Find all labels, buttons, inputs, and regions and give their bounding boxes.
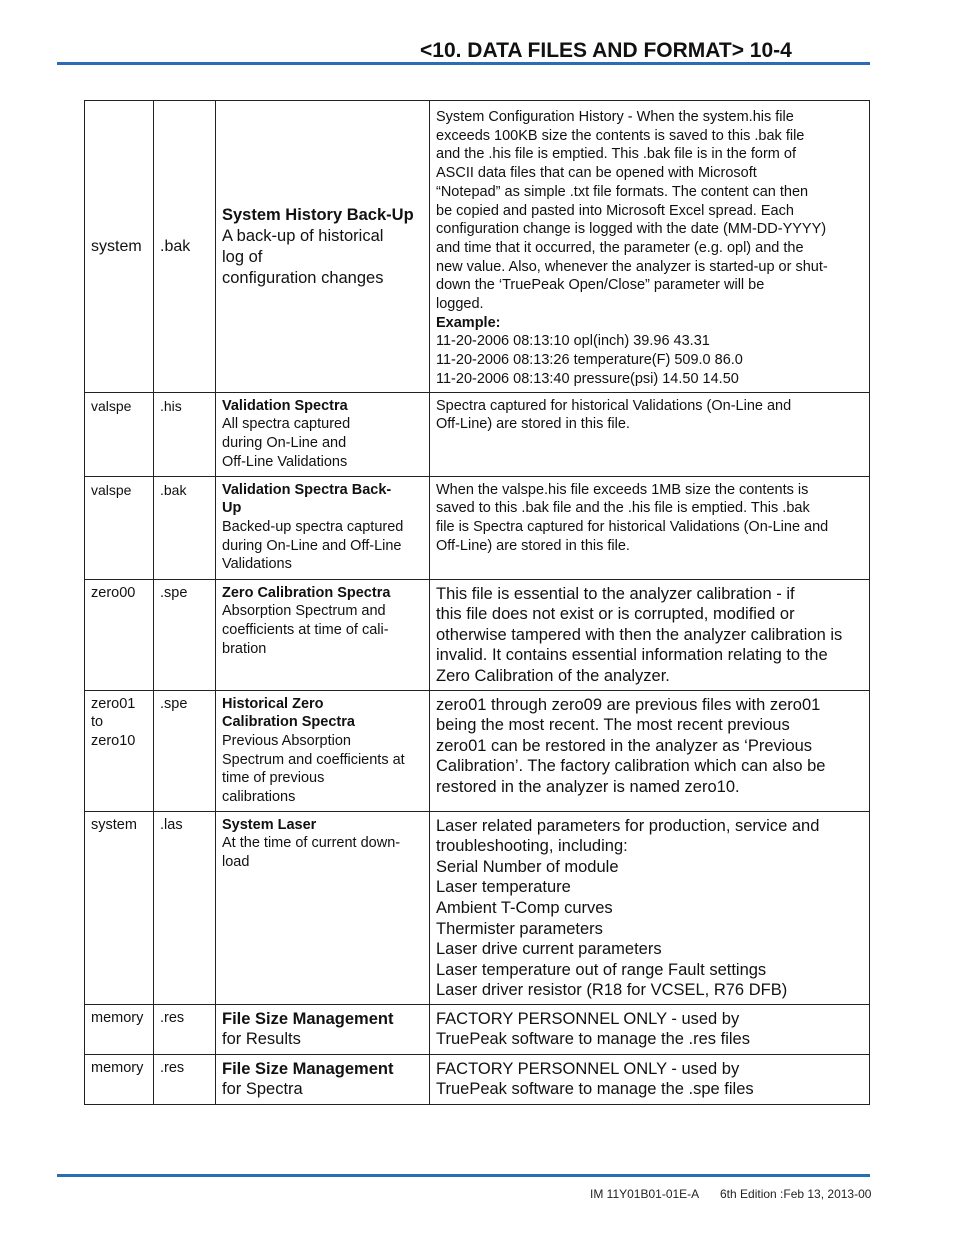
file-title-heading: Validation Spectra (222, 397, 348, 414)
footer-edition: 6th Edition :Feb 13, 2013-00 (720, 1187, 872, 1201)
description-line: Ambient T-Comp curves (436, 898, 613, 917)
file-description-cell (430, 579, 870, 690)
file-title-cell (216, 392, 430, 476)
file-title-cell (216, 1004, 430, 1054)
file-title-line: log of (222, 247, 263, 266)
table-row (85, 690, 870, 811)
data-files-table (84, 100, 870, 1105)
description-line: TruePeak software to manage the .res files (436, 1030, 750, 1049)
description-line: this file does not exist or is corrupted, modified or (436, 605, 795, 624)
file-title-line: At the time of current down- (222, 835, 401, 852)
description-line: Laser temperature (436, 878, 571, 897)
description-line: System Configuration History - When the system.his file (436, 109, 794, 125)
description-line: FACTORY PERSONNEL ONLY - used by (436, 1009, 740, 1028)
description-line: new value. Also, whenever the analyzer is started-up or shut- (436, 258, 828, 275)
file-title-line: load (222, 853, 250, 870)
description-line: exceeds 100KB size the contents is saved to this .bak file (436, 127, 805, 144)
file-title-line: Validations (222, 556, 292, 573)
file-title-line: for Spectra (222, 1080, 303, 1099)
description-line: When the valspe.his file exceeds 1MB size the contents is (436, 481, 809, 498)
example-line: 11-20-2006 08:13:10 opl(inch) 39.96 43.31 (436, 333, 710, 350)
description-line: Laser temperature out of range Fault settings (436, 960, 767, 979)
file-title-line: Spectrum and coefficients at (222, 751, 405, 768)
file-description-cell (430, 1054, 870, 1104)
description-line: troubleshooting, including: (436, 837, 628, 856)
example-label: Example: (436, 314, 501, 331)
description-line: file is Spectra captured for historical Validations (On-Line and (436, 518, 829, 535)
description-line: Off-Line) are stored in this file. (436, 537, 630, 554)
file-ext-cell: .bak (154, 101, 216, 393)
description-line: down the ‘TruePeak Open/Close” parameter will be (436, 277, 765, 294)
header-rule (57, 62, 870, 65)
file-name-cell: valspe (85, 476, 154, 579)
table-row (85, 1054, 870, 1104)
description-line: Laser drive current parameters (436, 940, 662, 959)
file-ext-cell: .his (154, 392, 216, 476)
file-description-cell (430, 101, 870, 393)
table-row (85, 1004, 870, 1054)
file-title-cell (216, 1054, 430, 1104)
file-name-cell: memory (85, 1004, 154, 1054)
file-title-cell (216, 811, 430, 1004)
description-line: Thermister parameters (436, 919, 603, 938)
file-ext-cell: .res (154, 1004, 216, 1054)
file-ext-cell: .bak (154, 476, 216, 579)
file-title-line: Off-Line Validations (222, 453, 348, 470)
file-description-cell (430, 811, 870, 1004)
file-title-heading: Validation Spectra Back- (222, 481, 392, 498)
file-name-line: zero01 (91, 695, 136, 712)
file-title-cell (216, 476, 430, 579)
description-line: restored in the analyzer is named zero10. (436, 777, 740, 796)
file-description-cell (430, 1004, 870, 1054)
file-name-line: zero10 (91, 732, 136, 749)
file-name-cell: system (85, 811, 154, 1004)
description-line: otherwise tampered with then the analyzer calibration is (436, 625, 843, 644)
file-title-line: during On-Line and (222, 434, 347, 451)
file-title-heading: System Laser (222, 816, 317, 833)
file-title-heading: Up (222, 500, 242, 517)
file-title-line: coefficients at time of cali- (222, 621, 389, 638)
file-name-line: to (91, 714, 104, 731)
description-line: Serial Number of module (436, 857, 619, 876)
file-ext-cell: .res (154, 1054, 216, 1104)
example-line: 11-20-2006 08:13:26 temperature(F) 509.0 86.0 (436, 352, 743, 369)
file-name-cell: valspe (85, 392, 154, 476)
description-line: saved to this .bak file and the .his file is emptied. This .bak (436, 500, 810, 517)
description-line: Laser driver resistor (R18 for VCSEL, R76 DFB) (436, 981, 788, 1000)
file-title-heading: File Size Management (222, 1059, 394, 1078)
file-title-line: bration (222, 640, 267, 657)
footer-rule (57, 1174, 870, 1177)
file-ext-cell: .spe (154, 579, 216, 690)
table-row (85, 476, 870, 579)
file-description-cell (430, 392, 870, 476)
description-line: This file is essential to the analyzer calibration - if (436, 584, 795, 603)
file-title-line: All spectra captured (222, 416, 351, 433)
description-line: be copied and pasted into Microsoft Excel spread. Each (436, 202, 794, 219)
description-line: Spectra captured for historical Validations (On-Line and (436, 397, 792, 414)
description-line: TruePeak software to manage the .spe files (436, 1080, 754, 1099)
description-line: configuration change is logged with the date (MM-DD-YYYY) (436, 221, 827, 238)
file-title-line: configuration changes (222, 268, 384, 287)
description-line: Zero Calibration of the analyzer. (436, 666, 670, 685)
file-title-cell (216, 579, 430, 690)
description-line: zero01 through zero09 are previous files with zero01 (436, 695, 821, 714)
description-line: ASCII data files that can be opened with Microsoft (436, 165, 757, 182)
footer-document-id: IM 11Y01B01-01E-A (590, 1187, 700, 1201)
file-ext-cell: .spe (154, 690, 216, 811)
file-title-heading: System History Back-Up (222, 206, 414, 225)
file-title-heading: File Size Management (222, 1009, 394, 1028)
description-line: zero01 can be restored in the analyzer as ‘Previous (436, 736, 813, 755)
file-title-heading: Historical Zero (222, 695, 324, 712)
file-name-cell: memory (85, 1054, 154, 1104)
file-title-cell (216, 690, 430, 811)
file-title-heading: Zero Calibration Spectra (222, 584, 391, 601)
description-line: FACTORY PERSONNEL ONLY - used by (436, 1059, 740, 1078)
file-description-cell (430, 476, 870, 579)
description-line: and the .his file is emptied. This .bak file is in the form of (436, 146, 796, 163)
file-description-cell (430, 690, 870, 811)
table-row (85, 811, 870, 1004)
file-name-cell: zero00 (85, 579, 154, 690)
file-title-line: A back-up of historical (222, 226, 384, 245)
file-title-line: calibrations (222, 789, 296, 806)
description-line: and time that it occurred, the parameter (e.g. opl) and the (436, 239, 804, 256)
page-header-title: <10. DATA FILES AND FORMAT> 10-4 (420, 39, 792, 62)
file-title-line: time of previous (222, 770, 325, 787)
file-name-cell (85, 690, 154, 811)
file-title-line: during On-Line and Off-Line (222, 537, 402, 554)
file-title-heading: Calibration Spectra (222, 714, 355, 731)
file-title-line: Backed-up spectra captured (222, 518, 404, 535)
table-row (85, 101, 870, 393)
description-line: being the most recent. The most recent previous (436, 716, 790, 735)
description-line: Calibration’. The factory calibration which can also be (436, 757, 826, 776)
description-line: “Notepad” as simple .txt file formats. The content can then (436, 183, 809, 200)
file-name-cell: system (85, 101, 154, 393)
table-row (85, 392, 870, 476)
file-title-line: Absorption Spectrum and (222, 603, 386, 620)
table-row (85, 579, 870, 690)
file-ext-cell: .las (154, 811, 216, 1004)
description-line: Off-Line) are stored in this file. (436, 416, 630, 433)
description-line: logged. (436, 296, 484, 313)
file-title-line: Previous Absorption (222, 732, 351, 749)
example-line: 11-20-2006 08:13:40 pressure(psi) 14.50 14.50 (436, 370, 739, 387)
description-line: Laser related parameters for production, service and (436, 816, 820, 835)
file-title-cell (216, 101, 430, 393)
description-line: invalid. It contains essential information relating to the (436, 646, 828, 665)
file-title-line: for Results (222, 1030, 301, 1049)
